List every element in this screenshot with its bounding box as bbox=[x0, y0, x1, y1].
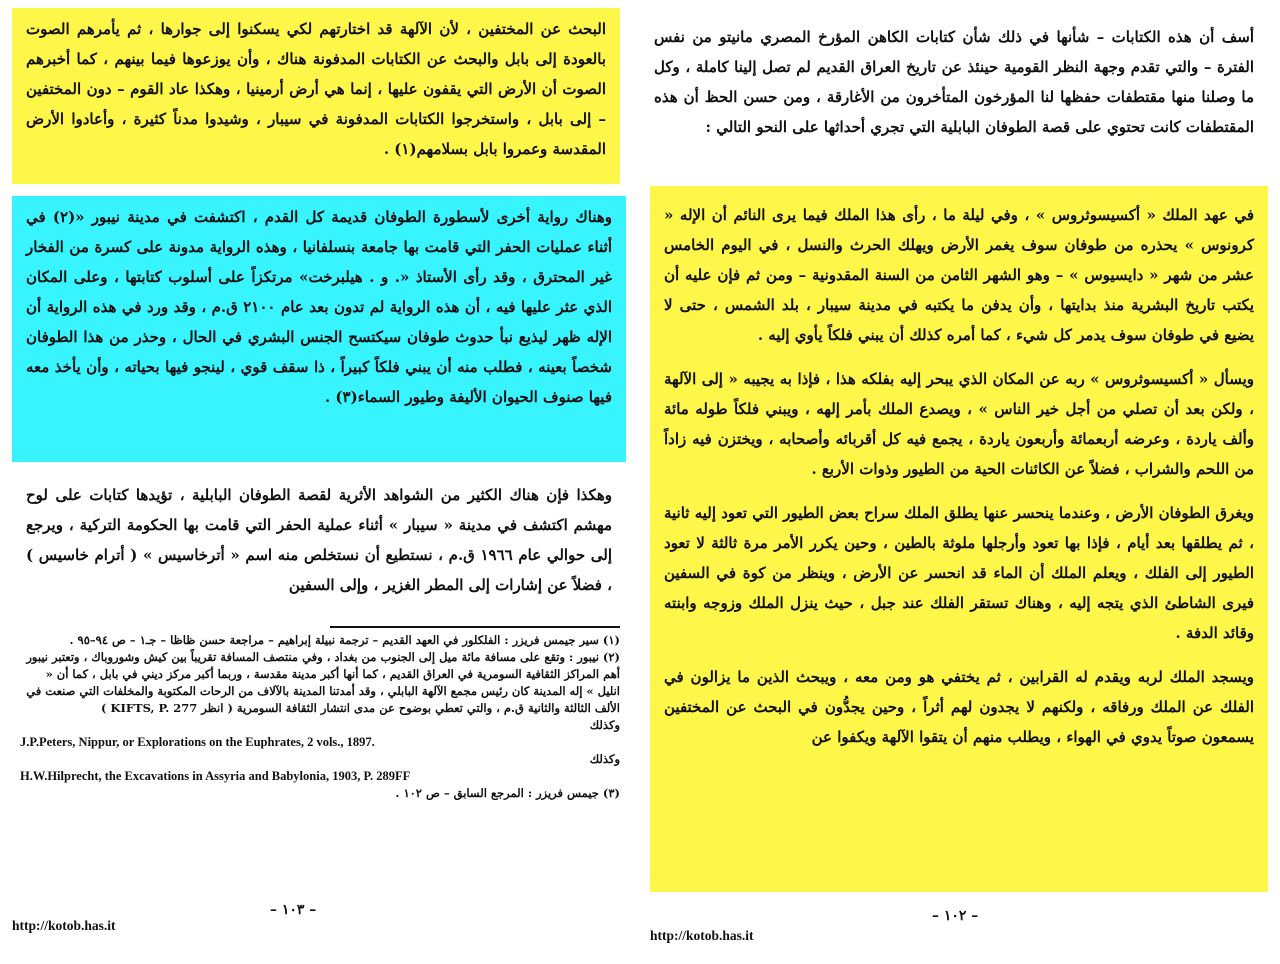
reference-1-text: J.P.Peters, Nippur, or Explorations on the Euphrates, 2 vols., 1897. bbox=[20, 735, 375, 749]
left-cyan-paragraph: وهناك رواية أخرى لأسطورة الطوفان قديمة كل القدم ، اكتشفت في مدينة نيبور «(٢) في أثناء عمليات الحفر التي قامت بها جامعة بنسلفانيا ، وهذه الرواية مدونة على كسرة من الفخار غير المحترق ، وقد رأى الأستاذ «. و . هيلبرخت» مرتكزاً على أسلوب كتابتها ، وعلى المكان الذي عثر عليها فيه ، أن هذه الرواية لم تدون بعد عام ٢١٠٠ ق.م ، وقد ورد في هذه الرواية أن الإله ظهر ليذيع نبأ حدوث طوفان سيكتسح الجنس البشري في الحال ، وحذر من هذا الطوفان شخصاً بعينه ، فطلب منه أن يبني فلكاً كبيراً ، ذا سقف قوي ، لينجو فيها بحياته ، وأن يأخذ معه فيها صنوف الحيوان الأليفة وطيور السماء(٣) . bbox=[26, 208, 613, 406]
left-yellow-paragraph: البحث عن المختفين ، لأن الآلهة قد اختارتهم لكي يسكنوا إلى جوارها ، ثم يأمرهم الصوت بالعودة إلى بابل والبحث عن الكتابات المدفونة هناك ، وأن يوزعوها فيما بينهم ، كما أخبرهم الصوت أن الأرض التي يقفون عليها ، إنما هي أرض أرمينيا ، وهكذا عاد القوم – دون المختفين – إلى بابل ، واستخرجوا الكتابات المدفونة في سيبار ، وشيدوا مدناً كثيرة ، وأعادوا الأرض المقدسة وعمروا بابل بسلامهم(١) . bbox=[26, 20, 606, 158]
left-page-number: – ١٠٣ – bbox=[270, 902, 317, 918]
footnote-3: (٣) جيمس فريزر : المرجع السابق – ص ١٠٢ . bbox=[395, 786, 620, 800]
right-plain-paragraph: أسف أن هذه الكتابات – شأنها في ذلك شأن كتابات الكاهن المؤرخ المصري مانيتو من نفس الفترة – والتي تقدم وجهة النظر القومية حينئذ عن تاريخ العراق القديم لم تصل إلينا كاملة ، وكل ما وصلنا منها مقتطفات حفظها لنا المؤرخون المتأخرون من الأغارقة ، ومن حسن الحظ أن هذه المقتطفات كانت تحتوي على قصة الطوفان البابلية التي تجري أحداثها على النحو التالي : bbox=[654, 28, 1254, 136]
right-plain-passage bbox=[640, 16, 1268, 176]
right-yellow-paragraph-4: ويسجد الملك لربه ويقدم له القرابين ، ثم يختفي هو ومن معه ، ويبحث الذين ما يزالون في الفلك عن الملك ورفاقه ، ولكنهم لا يجدون لهم أثراً ، وحين يجدُّون في البحث عن المختفين يسمعون صوتاً يدوي في الهواء ، ويطلب منهم أن يتقوا الآلهة ويكفوا عن bbox=[664, 668, 1254, 746]
reference-2-prefix: وكذلك bbox=[589, 752, 620, 766]
footnote-2: (٢) نيبور : وتقع على مسافة مائة ميل إلى الجنوب من بغداد ، وفي منتصف المسافة تقريباً بين كيش وشوروباك ، وتعتبر نيبور أهم المراكز الثقافية السومرية في العراق القديم ، كما أنها أكبر مدينة مقدسة ، وربما أكبر مركز ديني في بابل ، كما أن « انليل » إله المدينة كان رئيس مجمع الآلهة البابلي ، وقد أمدتنا المدينة بالآلاف من الرحات المكتوبة والمخلفات التي صنعت في الألف الثالثة والثانية ق.م ، والتي تعطي بوضوح عن مدى انتشار الثقافة السومرية ( انظر KIFTS, P. 277 ) bbox=[26, 650, 620, 715]
reference-1 bbox=[20, 717, 620, 751]
right-page bbox=[640, 0, 1280, 964]
reference-1-prefix: وكذلك bbox=[589, 718, 620, 732]
left-footnotes bbox=[20, 632, 620, 872]
footnote-1: (١) سير جيمس فريزر : الفلكلور في العهد القديم – ترجمة نبيلة إبراهيم – مراجعة حسن ظاظا – جـ١ – ص ٩٤–٩٥ . bbox=[69, 633, 620, 647]
right-yellow-passage bbox=[650, 186, 1268, 892]
right-yellow-paragraph-1: في عهد الملك « أكسيسوثروس » ، وفي ليلة ما ، رأى هذا الملك فيما يرى النائم أن الإله « كرونوس » يحذره من طوفان سوف يغمر الأرض ويهلك الحرث والنسل ، في اليوم الخامس عشر من شهر « دايسيوس » – وهو الشهر الثامن من السنة المقدونية – ومن ثم فإن عليه أن يكتب تاريخ البشرية منذ بدايتها ، وأن يدفن ما يكتبه في مدينة سيبار ، بلد الشمس ، حتى لا يضيع في طوفان سوف يدمر كل شيء ، كما أمره كذلك أن يبني فلكاً يأوي إليه . bbox=[664, 206, 1254, 344]
footnote-divider bbox=[330, 626, 620, 628]
right-page-url[interactable]: http://kotob.has.it bbox=[650, 928, 754, 943]
reference-2-text: H.W.Hilprecht, the Excavations in Assyria and Babylonia, 1903, P. 289FF bbox=[20, 769, 411, 783]
left-page-url[interactable]: http://kotob.has.it bbox=[12, 918, 116, 933]
left-cyan-passage bbox=[12, 196, 626, 462]
right-page-number: – ١٠٢ – bbox=[932, 908, 979, 924]
reference-2 bbox=[20, 751, 620, 785]
right-yellow-paragraph-2: ويسأل « أكسيسوثروس » ربه عن المكان الذي يبحر إليه بفلكه هذا ، فإذا به يجيبه « إلى الآلهة ، ولكن بعد أن تصلي من أجل خير الناس » ، ويصدع الملك بأمر إلهه ، ويبني فلكاً طوله مائة وألف ياردة ، وعرضه أربعمائة وأربعون ياردة ، يجمع فيه كل أقربائه وأصحابه ، ويختزن فيه زاداً من اللحم والشراب ، فضلاً عن الكائنات الحية من الطيور وذوات الأربع . bbox=[664, 370, 1254, 478]
left-plain-paragraph: وهكذا فإن هناك الكثير من الشواهد الأثرية لقصة الطوفان البابلية ، تؤيدها كتابات على لوح مهشم اكتشف في مدينة « سيبار » أثناء عملية الحفر التي قامت بها الحكومة التركية ، ويرجع إلى حوالي عام ١٩٦٦ ق.م ، نستطيع أن نستخلص منه اسم « أترخاسيس » ( أترام خاسيس ) ، فضلاً عن إشارات إلى المطر الغزير ، وإلى السفين bbox=[26, 486, 612, 594]
left-page bbox=[0, 0, 630, 964]
left-plain-passage bbox=[12, 474, 626, 624]
left-yellow-passage bbox=[12, 8, 620, 184]
right-yellow-paragraph-3: ويغرق الطوفان الأرض ، وعندما ينحسر عنها يطلق الملك سراح بعض الطيور التي تعود إليه ثانية ، ثم يطلقها بعد أيام ، فإذا بها تعود وأرجلها ملوثة بالطين ، وحين يكرر الأمر مرة ثالثة لا تعود الطيور إلى الفلك ، ويعلم الملك أن الماء قد انحسر عن الأرض ، وينظر من كوة في السفين فيرى الشاطئ الذي يتجه إليه ، وهناك تستقر الفلك عند جبل ، حيث ينزل الملك وزوجه وابنته وقائد الدفة . bbox=[663, 504, 1254, 642]
